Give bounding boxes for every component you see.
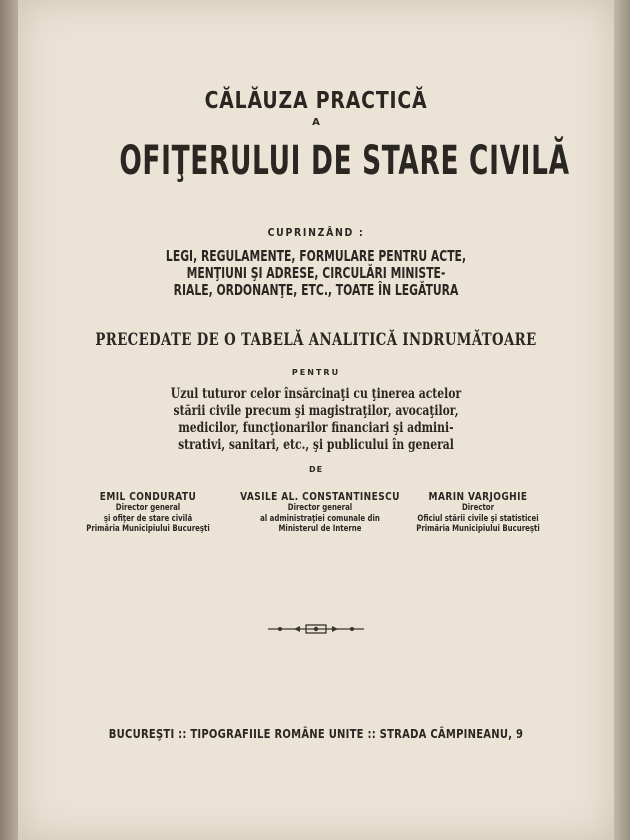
author-role: Primăria Municipiului Bucureşti [86,524,210,534]
scope-block [78,386,555,454]
scope-line: stării civile precum şi magistraţilor, avocaţilor, [173,403,459,419]
title-line-1: CĂLĂUZA PRACTICĂ [204,88,428,114]
author-role: al administraţiei comunale din [260,513,380,524]
author-varjoghie [383,490,573,535]
contents-line: LEGI, REGULAMENTE, FORMULARE PENTRU ACTE, [165,247,467,265]
page-left-edge [0,0,18,840]
title-page [18,0,614,840]
contents-line: RIALE, ORDONANŢE, ETC., TOATE ÎN LEGĂTURA [173,281,459,299]
author-role: Ministerul de Interne [278,524,362,534]
pentru-label: PENTRU [291,368,341,377]
de-label: DE [308,465,324,474]
author-role: Director general [287,503,353,513]
contents-line: MENŢIUNI ŞI ADRESE, CIRCULĂRI MINISTE- [186,264,446,282]
imprint-line: BUCUREŞTI :: TIPOGRAFIILE ROMÂNE UNITE :: STRADA CÂMPINEANU, 9 [108,726,524,741]
ornament-divider-icon [266,622,366,636]
page-right-edge [614,0,630,840]
cuprinzand-label: CUPRINZÂND : [267,226,365,239]
preceded-line: PRECEDATE DE O TABELĂ ANALITICĂ INDRUMĂTOARE [95,330,537,350]
author-name: MARIN VARJOGHIE [428,490,528,503]
scope-line: strativi, sanitari, etc., şi publicului în general [178,437,454,453]
author-role: şi ofiţer de stare civilă [103,513,193,524]
scope-line: Uzul tuturor celor însărcinaţi cu ţinerea actelor [170,386,462,402]
author-role: Oficiul stării civile şi statisticei [417,513,539,524]
title-line-2: OFIŢERULUI DE STARE CIVILĂ [119,138,570,184]
author-role: Director general [115,503,181,513]
scope-line: medicilor, funcţionarilor financiari şi admini- [178,420,454,436]
author-name: EMIL CONDURATU [99,490,197,503]
author-role: Primăria Municipiului Bucureşti [416,524,540,534]
contents-block [101,248,530,299]
author-role: Director [461,503,495,513]
title-connector: A [312,117,320,128]
author-name: VASILE AL. CONSTANTINESCU [240,490,400,503]
